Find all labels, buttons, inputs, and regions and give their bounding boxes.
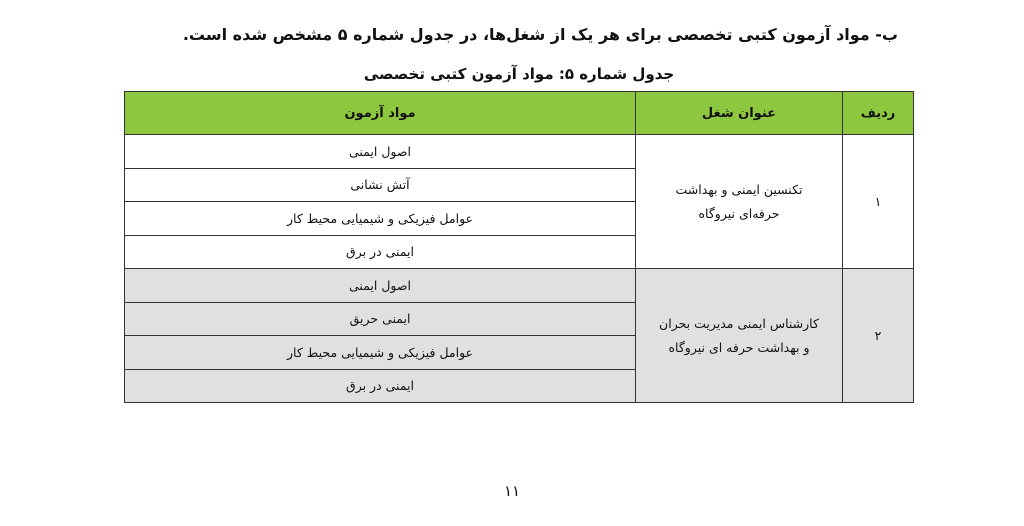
table-header-row xyxy=(125,92,914,135)
section-heading: ب- مواد آزمون کتبی تخصصی برای هر یک از شغل‌ها، در جدول شماره ۵ مشخص شده است. xyxy=(182,25,898,44)
exam-subject-cell: اصول ایمنی xyxy=(125,135,636,169)
row-number-cell: ۱ xyxy=(843,135,914,269)
row-number-cell: ۲ xyxy=(843,269,914,403)
job-title-line: کارشناس ایمنی مدیریت بحران xyxy=(659,315,819,331)
job-title-line: حرفه‌ای نیروگاه xyxy=(698,205,780,221)
job-title-line: و بهداشت حرفه ای نیروگاه xyxy=(668,339,810,355)
job-title-line: تکنسین ایمنی و بهداشت xyxy=(675,181,803,197)
header-job-title: عنوان شغل xyxy=(636,92,843,135)
exam-subject-cell: ایمنی در برق xyxy=(125,235,636,269)
header-row-number: ردیف xyxy=(843,92,914,135)
header-exam-subjects: مواد آزمون xyxy=(125,92,636,135)
exam-subject-cell: آتش نشانی xyxy=(125,168,636,202)
exam-subjects-table xyxy=(124,91,914,403)
exam-subject-cell: اصول ایمنی xyxy=(125,269,636,303)
table-row xyxy=(125,135,914,169)
exam-subject-cell: ایمنی در برق xyxy=(125,369,636,403)
table-caption: جدول شماره ۵: مواد آزمون کتبی تخصصی xyxy=(363,65,675,83)
job-title-cell xyxy=(636,269,843,403)
table-row xyxy=(125,269,914,303)
exam-subject-cell: عوامل فیزیکی و شیمیایی محیط کار xyxy=(125,336,636,370)
exam-subject-cell: عوامل فیزیکی و شیمیایی محیط کار xyxy=(125,202,636,236)
page-number: ۱۱ xyxy=(503,482,521,500)
exam-subject-cell: ایمنی حریق xyxy=(125,302,636,336)
job-title-cell xyxy=(636,135,843,269)
